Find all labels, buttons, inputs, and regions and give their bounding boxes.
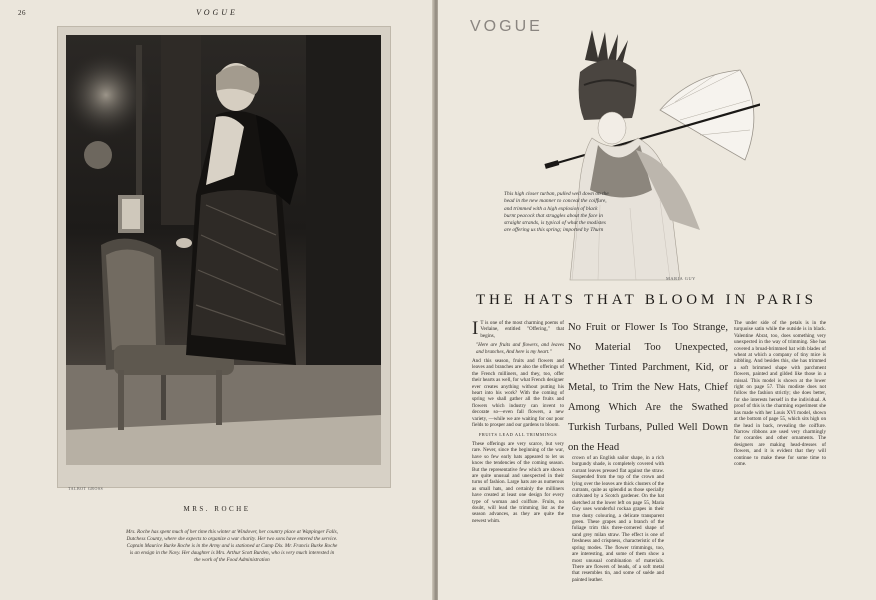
column-subhead: FRUITS LEAD ALL TRIMMINGS (478, 431, 558, 437)
column-1-text-continued: These offerings are very scarce, but very rare. Never, since the beginning of the war, have so few early hats appeared to let us know the tendencies of the coming season. But the representative few which are shown are quite unusual and unexpected in their turns of fashion. Large hats are as numerous as small hats, and certainly the milliners have created at least one design for every type of woman and coiffure. Fruits, no doubt, will lead the trimming list as the season advances, as they are quite the newest whim. (472, 440, 564, 524)
portrait-photo-image (66, 35, 381, 465)
caption-title: MRS. ROCHE (183, 505, 251, 513)
article-column-2: crown of an English sailor shape, in a rich burgundy shade, is completely covered with currant leaves pressed flat against the straw. Suspended from the top of the crown and lying over the leaves are thick clusters of the currants, quite as splendid as those specially cultivated by a Scotch gardener. On the hat sketched at the lower left on page 55, Maria Guy uses wonderful rockaa grapes in their true dusty colouring, a delicate transparent green. These grapes and a branch of the foliage trim this three-cornered shape of sand grey milan straw. The effect is one of freshness and crispness, characteristic of the spring modes. The flower trimmings, too, are interesting, and some of them show a most unusual combination of materials. There are flowers of beads, of a soft metal that resembles tin, and some of suède and painted leather. (572, 455, 664, 583)
sketch-caption: This high closer turban, pulled well down on the head in the new manner to conceal the coiffure, and trimmed with a high explosion of black burnt peacock that struggles about the face in straight strands, is typical of what the modistes are offering us this spring; imported by Thurn (504, 191, 609, 234)
article-column-3: The under side of the petals is in the turquoise satin while the outside is in black. Valentine Abrat, too, does something very unexpected in the way of trimming. She has covered a broad-brimmed hat with blades of wheat at which a company of tiny mice is nibbling. And besides this, she has trimmed a soft brimmed shape with parchment flowers, painted and gilded like those in a missal. This model is shown at the lower right on page 57. This modiste does not follow the fashion strictly; she does better, for she interests herself in the individual. A proof of this is the charming experiment she has made with her Louis XVI model, shown at the bottom of page 55, which sits high on the head in back, revealing the coiffure. Narrow ribbons are used very charmingly for cocardes and other ornaments. The designers are making head-dresses of flowers, and it is evident that they will continue to make these for some time to come. (734, 320, 826, 467)
drop-cap: I (472, 318, 479, 339)
hat-sketch-illustration (540, 30, 760, 285)
vogue-logo: VOGUE (470, 18, 543, 35)
column-1-text: And this season, fruits and flowers and leaves and branches are also the offerings of the French milliners, and they, too, offer their hearts as well, for what French designer ever creates anything without putting his heart into his work? With the coming of spring we shall gather all the fruits and flowers which industry can invent to decorate so—even fall flowers, a new variety, —while we are waiting for our poor fields to prosper and our gardens to bloom. (472, 358, 564, 429)
portrait-photo-frame (57, 26, 391, 488)
verse-quote: "Here are fruits and flowers, and leaves and branches, And here is my heart." (476, 342, 564, 355)
artist-credit: MARIA GUY (666, 276, 696, 281)
left-page (0, 0, 434, 600)
page-number-left: 26 (18, 9, 26, 17)
article-headline: THE HATS THAT BLOOM IN PARIS (476, 292, 817, 308)
photo-credit: TALBOT GROSS (68, 486, 104, 491)
caption-body: Mrs. Roche has spent much of her time this winter at Windover, her country place at Wappinger Falls, Dutchess County, where she expects to organize a war charity. Her two sons have entered the service. Captain Maurice Burke Roche is in the Army and is stationed at Camp Dix. Mr. Francis Burke Roche is an ensign in the Navy. Her daughter is Mrs. Arthur Scott Burden, who is very much interested in the work of the Food Administration (126, 529, 338, 563)
article-deck: No Fruit or Flower Is Too Strange, No Material Too Unexpected, Whether Tinted Parchment, Kid, or Metal, to Trim the New Hats, Chief Among Which Are the Swathed Turkish Turbans, Pulled Well Down on the Head (568, 322, 728, 453)
running-head: VOGUE (196, 8, 238, 17)
column-1-intro: T is one of the most charming poems of Verlaine, entitled "Offering," that begins, (480, 320, 564, 339)
article-column-1 (472, 320, 564, 524)
portrait-photo (66, 35, 381, 465)
